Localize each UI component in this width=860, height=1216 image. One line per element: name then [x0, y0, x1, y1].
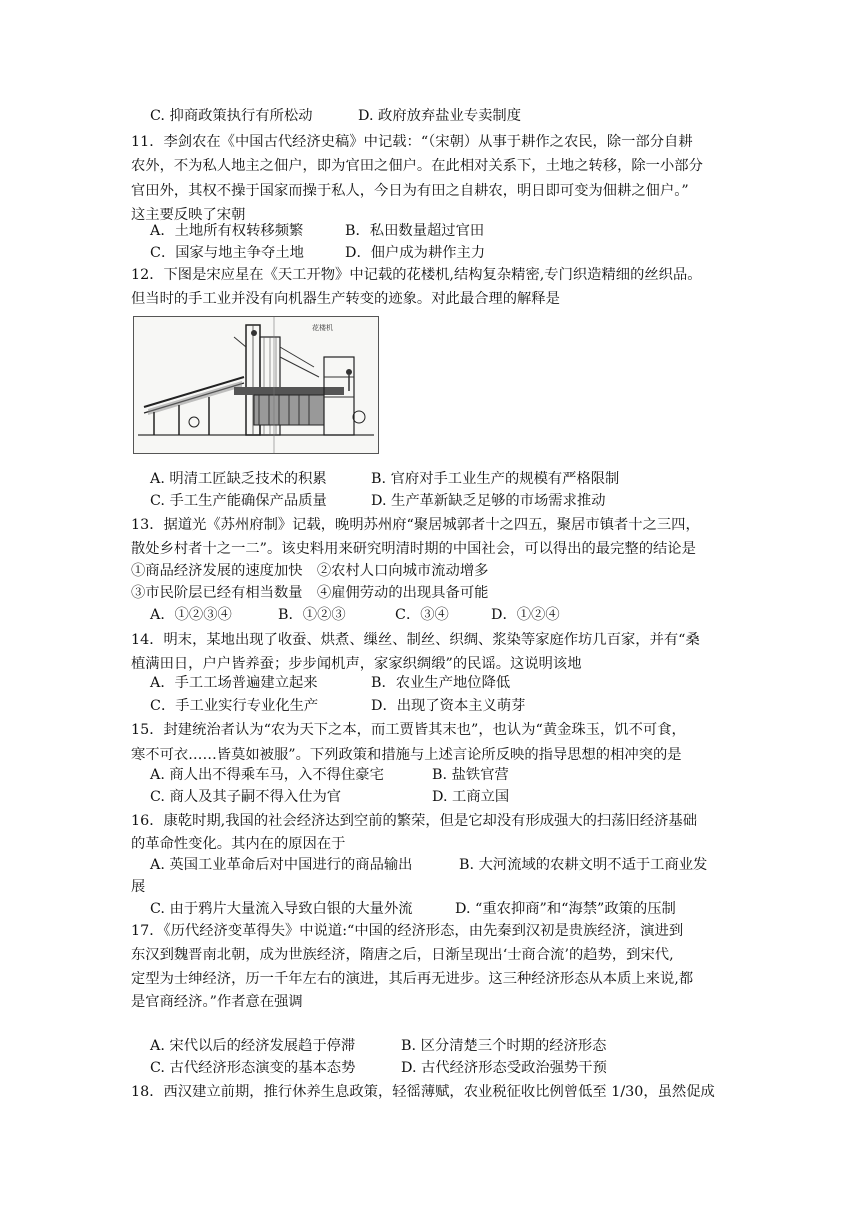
- q15-option-c: C. 商人及其子嗣不得入仕为官: [150, 789, 342, 805]
- q15-stem-line-1: 15．封建统治者认为“农为天下之本，而工贾皆其末也”，也认为“黄金珠玉，饥不可食，: [131, 722, 686, 738]
- q16-option-a: A. 英国工业革命后对中国进行的商品输出: [150, 857, 413, 873]
- q17-option-d: D. 古代经济形态受政治强势干预: [401, 1060, 607, 1076]
- q15-option-a: A. 商人出不得乘车马，入不得住豪宅: [150, 767, 384, 783]
- q13-option-c: C．③④: [395, 607, 449, 623]
- q11-stem-line-2: 农外，不为私人地主之佃户，即为官田之佃户。在此相对关系下，土地之转移，除一小部分: [131, 158, 703, 174]
- q14-stem-line-1: 14．明末，某地出现了收蚕、烘煮、缫丝、制丝、织绸、浆染等家庭作坊几百家，并有“桑: [131, 632, 700, 648]
- q11-stem-line-4: 这主要反映了宋朝: [131, 207, 246, 223]
- q13-stem-line-2: 散处乡村者十之一二”。该史料用来研究明清时期的中国社会，可以得出的最完整的结论是: [131, 541, 696, 557]
- q12-option-c: C. 手工生产能确保产品质量: [150, 493, 327, 509]
- q12-stem-line-2: 但当时的手工业并没有向机器生产转变的迹象。对此最合理的解释是: [131, 291, 560, 307]
- q16-option-b-continued: 展: [131, 879, 146, 895]
- q16-stem-line-2: 的革命性变化。其内在的原因在于: [131, 836, 346, 852]
- q17-option-a: A. 宋代以后的经济发展趋于停滞: [150, 1038, 356, 1054]
- q14-option-a: A．手工工场普遍建立起来: [150, 675, 318, 691]
- q14-option-d: D．出现了资本主义萌芽: [371, 698, 526, 714]
- q15-option-b: B. 盐铁官营: [432, 767, 509, 783]
- q13-option-a: A．①②③④: [150, 607, 232, 623]
- q17-option-b: B. 区分清楚三个时期的经济形态: [401, 1038, 607, 1054]
- q13-statement-1-2: ①商品经济发展的速度加快 ②农村人口向城市流动增多: [131, 563, 489, 579]
- q17-stem-line-4: 是官商经济。”作者意在强调: [131, 994, 303, 1010]
- q13-statement-3-4: ③市民阶层已经有相当数量 ④雇佣劳动的出现具备可能: [131, 585, 489, 601]
- q17-option-c: C. 古代经济形态演变的基本态势: [150, 1060, 356, 1076]
- q14-stem-line-2: 植满田日，户户皆养蚕；步步闻机声，家家织绸缎”的民谣。这说明该地: [131, 656, 582, 672]
- q11-option-a: A．土地所有权转移频繁: [150, 223, 304, 239]
- q12-option-b: B. 官府对手工业生产的规模有严格限制: [371, 471, 620, 487]
- q14-option-c: C．手工业实行专业化生产: [150, 698, 319, 714]
- q11-stem-line-1: 11．李剑农在《中国古代经济史稿》中记载：“（宋朝）从事于耕作之农民，除一部分自耕: [131, 134, 693, 150]
- loom-illustration: [133, 316, 379, 454]
- q12-option-d: D. 生产革新缺乏足够的市场需求推动: [371, 493, 606, 509]
- q15-stem-line-2: 寒不可衣……皆莫如被服”。下列政策和措施与上述言论所反映的指导思想的相冲突的是: [131, 747, 682, 763]
- q17-stem-line-1: 17．《历代经济变革得失》中说道:“中国的经济形态，由先秦到汉初是贵族经济，演进到: [131, 923, 684, 939]
- q13-option-b: B．①②③: [278, 607, 346, 623]
- q17-stem-line-2: 东汉到魏晋南北朝，成为世族经济，隋唐之后，日渐呈现出‘士商合流’的趋势，到宋代,: [131, 947, 674, 963]
- q12-stem-line-1: 12．下图是宋应星在《天工开物》中记载的花楼机,结构复杂精密,专门织造精细的丝织品。: [131, 267, 702, 283]
- q12-option-a: A. 明清工匠缺乏技术的积累: [150, 471, 327, 487]
- q11-option-b: B．私田数量超过官田: [345, 223, 485, 239]
- q13-option-d: D．①②④: [491, 607, 560, 623]
- q18-stem-line-1: 18．西汉建立前期，推行休养生息政策，轻徭薄赋，农业税征收比例曾低至 1/30，虽然促成: [131, 1084, 715, 1100]
- q17-stem-line-3: 定型为士绅经济，历一千年左右的演进，其后再无进步。这三种经济形态从本质上来说,都: [131, 971, 694, 987]
- q11-option-c: C．国家与地主争夺土地: [150, 245, 304, 261]
- q11-stem-line-3: 官田外，其权不操于国家而操于私人，今日为有田之自耕农，明日即可变为佃耕之佃户。”: [131, 183, 689, 199]
- q14-option-b: B．农业生产地位降低: [371, 675, 511, 691]
- q16-option-b: B. 大河流域的农耕文明不适于工商业发: [459, 857, 708, 873]
- q13-stem-line-1: 13．据道光《苏州府制》记载，晚明苏州府“聚居城郭者十之四五，聚居市镇者十之三四，: [131, 517, 700, 533]
- q16-option-c: C. 由于鸦片大量流入导致白银的大量外流: [150, 901, 413, 917]
- q10-option-c: C. 抑商政策执行有所松动: [150, 108, 313, 124]
- q16-option-d: D. “重农抑商”和“海禁”政策的压制: [455, 901, 676, 917]
- q11-option-d: D．佃户成为耕作主力: [345, 245, 486, 261]
- q16-stem-line-1: 16．康乾时期,我国的社会经济达到空前的繁荣，但是它却没有形成强大的扫荡旧经济基础: [131, 813, 698, 829]
- loom-figure-label: 花楼机: [312, 324, 333, 332]
- q15-option-d: D. 工商立国: [432, 789, 510, 805]
- loom-drawing: [134, 317, 378, 453]
- q10-option-d: D. 政府放弃盐业专卖制度: [358, 108, 522, 124]
